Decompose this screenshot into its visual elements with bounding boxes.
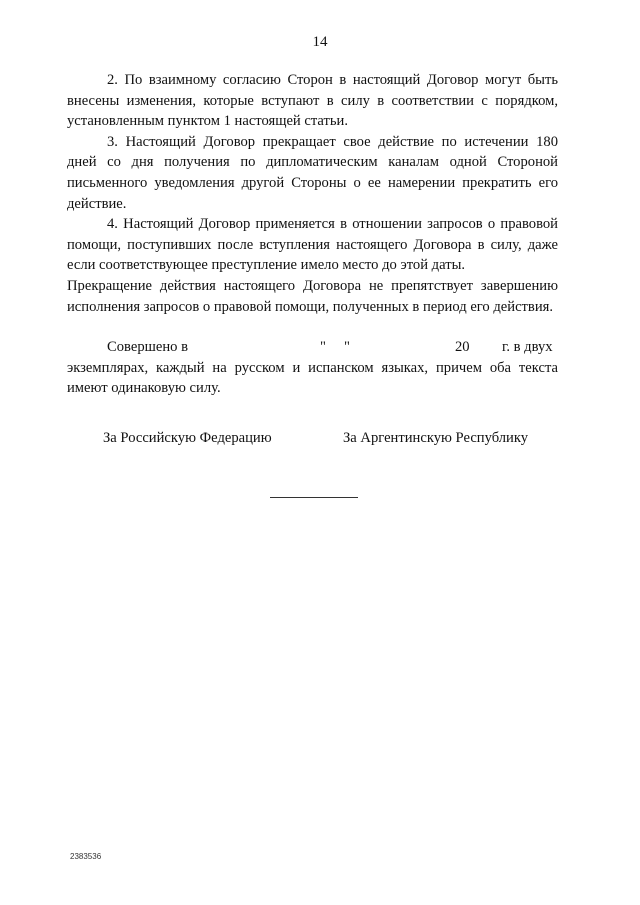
execution-done-in: Совершено в <box>107 339 188 356</box>
signature-block <box>67 430 558 452</box>
paragraph-2: 2. По взаимному согласию Сторон в настоящий Договор могут быть внесены изменения, которые вступают в силу в соответствии с порядком, установленным пунктом 1 настоящей статьи. <box>67 72 558 130</box>
paragraph-4-termination: Прекращение действия настоящего Договора не препятствует завершению исполнения запросов о правовой помощи, полученных в период его действия. <box>67 277 558 315</box>
execution-rest: экземплярах, каждый на русском и испанском языках, причем оба текста имеют одинаковую силу. <box>67 359 558 397</box>
execution-quote-close: " <box>344 339 350 356</box>
end-rule <box>270 497 358 498</box>
page-number: 14 <box>312 34 328 50</box>
execution-line <box>67 337 558 358</box>
execution-suffix: г. в двух <box>502 339 553 356</box>
signature-russia: За Российскую Федерацию <box>103 430 272 446</box>
paragraph-4: 4. Настоящий Договор применяется в отношении запросов о правовой помощи, поступивших после вступления настоящего Договора в силу, даже если соответствующее преступление имело место до этой даты. <box>67 216 558 274</box>
paragraph-3: 3. Настоящий Договор прекращает свое действие по истечении 180 дней со дня получения по дипломатическим каналам одной Стороной письменного уведомления другой Стороны о ее намерении прекратить его действие. <box>67 133 558 212</box>
document-code: 2383536 <box>70 852 102 861</box>
execution-year: 20 <box>455 339 470 356</box>
execution-quote-open: " <box>320 339 326 356</box>
signature-argentina: За Аргентинскую Республику <box>343 430 529 446</box>
document-body <box>67 70 558 399</box>
